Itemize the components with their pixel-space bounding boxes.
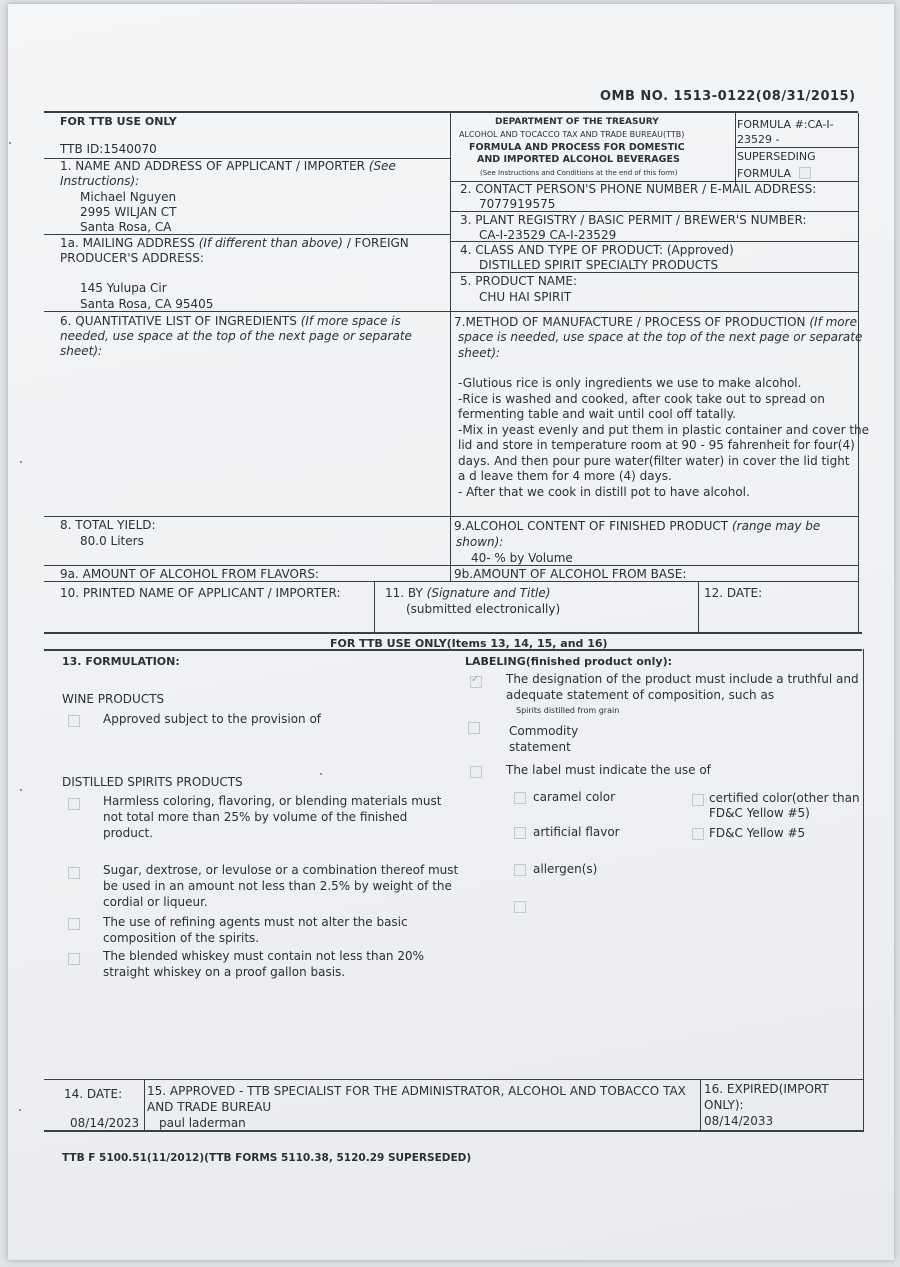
rule-f8-top bbox=[44, 516, 858, 517]
rule-formula-vertical bbox=[735, 113, 736, 185]
f6-label-line3: sheet): bbox=[60, 344, 103, 358]
certified-color-line1: certified color(other than bbox=[709, 791, 860, 805]
f16-label-line1: 16. EXPIRED(IMPORT bbox=[704, 1082, 829, 1096]
f3-label: 3. PLANT REGISTRY / BASIC PERMIT / BREWER'S NUMBER: bbox=[460, 213, 807, 227]
f4-label: 4. CLASS AND TYPE OF PRODUCT: (Approved) bbox=[460, 243, 734, 257]
must-indicate-text: The label must indicate the use of bbox=[506, 763, 711, 777]
formula-number-line1: FORMULA #:CA-I- bbox=[737, 118, 834, 131]
f6-label bbox=[60, 314, 401, 329]
allergen-checkbox[interactable] bbox=[514, 864, 526, 876]
ds-refining-line1: The use of refining agents must not alter the basic bbox=[103, 915, 408, 929]
product-name: CHU HAI SPIRIT bbox=[479, 290, 572, 304]
f7-label-line3: sheet): bbox=[458, 346, 501, 360]
form-title-line2: AND IMPORTED ALCOHOL BEVERAGES bbox=[477, 154, 680, 165]
method-line: - After that we cook in distill pot to have alcohol. bbox=[458, 484, 750, 499]
f16-label-line2: ONLY): bbox=[704, 1098, 744, 1112]
applicant-city: Santa Rosa, CA bbox=[80, 220, 172, 234]
f6-label-note: (If more space is bbox=[300, 314, 401, 328]
form-page bbox=[8, 4, 894, 1260]
f1a-label-producer: PRODUCER'S ADDRESS: bbox=[60, 251, 204, 265]
rule-formula-split bbox=[735, 147, 858, 148]
contact-phone: 7077919575 bbox=[479, 197, 556, 211]
f1-label-instructions: Instructions): bbox=[60, 174, 140, 188]
artificial-flavor-checkbox[interactable] bbox=[514, 827, 526, 839]
applicant-street: 2995 WILJAN CT bbox=[80, 205, 177, 219]
ttb-use-only-label: FOR TTB USE ONLY bbox=[60, 115, 177, 128]
speck bbox=[19, 1109, 21, 1111]
designation-checkbox[interactable] bbox=[470, 676, 482, 688]
speck bbox=[320, 773, 322, 775]
superseding-label: SUPERSEDING bbox=[737, 150, 816, 163]
method-line: lid and store in temperature room at 90 - 95 fahrenheit for four(4) bbox=[458, 438, 855, 452]
ds-sugar-line3: cordial or liqueur. bbox=[103, 895, 208, 909]
approver-name: paul laderman bbox=[159, 1116, 246, 1130]
method-line: -Glutious rice is only ingredients we use to make alcohol. bbox=[458, 376, 802, 390]
f7-label-line2: space is needed, use space at the top of the next page or separate bbox=[458, 330, 863, 344]
superseding-formula-label: FORMULA bbox=[737, 167, 792, 180]
f7-label-text: 7.METHOD OF MANUFACTURE / PROCESS OF PRODUCTION bbox=[454, 315, 806, 329]
ds-whiskey-checkbox[interactable] bbox=[68, 953, 80, 965]
ds-whiskey-line1: The blended whiskey must contain not less than 20% bbox=[103, 949, 425, 963]
ds-coloring-line1: Harmless coloring, flavoring, or blending materials must bbox=[103, 794, 442, 808]
f1-label bbox=[60, 159, 396, 174]
f1-label-see: (See bbox=[368, 159, 396, 173]
ttb-section-title: FOR TTB USE ONLY(Items 13, 14, 15, and 16) bbox=[330, 637, 608, 650]
ds-sugar-line2: be used in an amount not less than 2.5% by weight of the bbox=[103, 879, 452, 893]
designation-example: Spirits distilled from grain bbox=[516, 706, 620, 715]
designation-line1: The designation of the product must include a truthful and bbox=[506, 672, 859, 686]
plant-registry: CA-I-23529 CA-I-23529 bbox=[479, 228, 617, 242]
form-title-line1: FORMULA AND PROCESS FOR DOMESTIC bbox=[469, 142, 685, 153]
commodity-line1: Commodity bbox=[509, 724, 579, 738]
form-number: TTB F 5100.51(11/2012)(TTB FORMS 5110.38, 5120.29 SUPERSEDED) bbox=[62, 1152, 472, 1164]
f1a-label-foreign: / FOREIGN bbox=[346, 236, 409, 250]
yellow5-checkbox[interactable] bbox=[692, 828, 704, 840]
f6-label-text: 6. QUANTITATIVE LIST OF INGREDIENTS bbox=[60, 314, 297, 328]
method-line: -Mix in yeast evenly and put them in plastic container and cover the bbox=[458, 422, 870, 437]
rule-f11-vertical bbox=[698, 581, 699, 633]
yellow5-label: FD&C Yellow #5 bbox=[709, 826, 806, 840]
f11-label-text: 11. BY bbox=[385, 586, 423, 600]
applicant-name: Michael Nguyen bbox=[80, 190, 177, 204]
rule-f8-vertical bbox=[450, 534, 451, 582]
signature-submitted: (submitted electronically) bbox=[406, 602, 561, 616]
f1-label-text: 1. NAME AND ADDRESS OF APPLICANT / IMPORTER bbox=[60, 159, 366, 173]
speck bbox=[20, 789, 22, 791]
distilled-products-heading: DISTILLED SPIRITS PRODUCTS bbox=[62, 775, 243, 789]
f8-label: 8. TOTAL YIELD: bbox=[60, 518, 156, 532]
speck bbox=[20, 461, 22, 463]
method-line: -Rice is washed and cooked, after cook take out to spread on bbox=[458, 391, 825, 406]
omb-number: OMB NO. 1513-0122(08/31/2015) bbox=[600, 89, 856, 104]
rule-f9a-top bbox=[44, 565, 858, 566]
rule-f14-vertical bbox=[144, 1079, 145, 1131]
ds-whiskey-line2: straight whiskey on a proof gallon basis. bbox=[103, 965, 346, 979]
ds-coloring-line2: not total more than 25% by volume of the finished bbox=[103, 810, 408, 824]
rule-right bbox=[858, 113, 859, 633]
ds-refining-line2: composition of the spirits. bbox=[103, 931, 260, 945]
f15-label-line1: 15. APPROVED - TTB SPECIALIST FOR THE ADMINISTRATOR, ALCOHOL AND TOBACCO TAX bbox=[147, 1084, 686, 1098]
must-indicate-checkbox[interactable] bbox=[470, 766, 482, 778]
method-line: fermenting table and wait until cool off tatally. bbox=[458, 407, 736, 421]
f11-label bbox=[385, 586, 550, 601]
superseding-checkbox[interactable] bbox=[799, 167, 811, 179]
alcohol-content: 40- % by Volume bbox=[471, 551, 573, 565]
f15-label-line2: AND TRADE BUREAU bbox=[147, 1100, 272, 1114]
f9b-label: 9b.AMOUNT OF ALCOHOL FROM BASE: bbox=[454, 567, 687, 581]
f9-label bbox=[454, 519, 820, 534]
caramel-color-label: caramel color bbox=[533, 790, 616, 804]
wine-approved-text: Approved subject to the provision of bbox=[103, 712, 322, 726]
caramel-color-checkbox[interactable] bbox=[514, 792, 526, 804]
mailing-city: Santa Rosa, CA 95405 bbox=[80, 297, 214, 311]
f1a-label bbox=[60, 236, 409, 251]
expiration-date: 08/14/2033 bbox=[704, 1114, 774, 1128]
f7-label-note: (If more bbox=[809, 315, 857, 329]
approval-date: 08/14/2023 bbox=[70, 1116, 140, 1130]
f9a-label: 9a. AMOUNT OF ALCOHOL FROM FLAVORS: bbox=[60, 567, 319, 581]
commodity-checkbox[interactable] bbox=[468, 722, 480, 734]
ds-sugar-checkbox[interactable] bbox=[68, 867, 80, 879]
labeling-heading: LABELING(finished product only): bbox=[465, 655, 673, 668]
f9-label-text: 9.ALCOHOL CONTENT OF FINISHED PRODUCT bbox=[454, 519, 729, 533]
commodity-line2: statement bbox=[509, 740, 571, 754]
rule-f15-vertical bbox=[700, 1079, 701, 1131]
extra-checkbox[interactable] bbox=[514, 901, 526, 913]
rule-f10-vertical bbox=[374, 581, 375, 633]
f11-label-note: (Signature and Title) bbox=[426, 586, 551, 600]
product-class: DISTILLED SPIRIT SPECIALTY PRODUCTS bbox=[479, 258, 719, 272]
certified-color-checkbox[interactable] bbox=[692, 794, 704, 806]
ds-coloring-checkbox[interactable] bbox=[68, 798, 80, 810]
rule-section-top bbox=[44, 632, 862, 634]
f2-label: 2. CONTACT PERSON'S PHONE NUMBER / E-MAIL ADDRESS: bbox=[460, 182, 817, 196]
f14-label: 14. DATE: bbox=[64, 1087, 123, 1101]
f9-label-note: (range may be bbox=[731, 519, 821, 533]
f10-label: 10. PRINTED NAME OF APPLICANT / IMPORTER: bbox=[60, 586, 341, 600]
artificial-flavor-label: artificial flavor bbox=[533, 825, 620, 839]
wine-approved-checkbox[interactable] bbox=[68, 715, 80, 727]
dept-treasury: DEPARTMENT OF THE TREASURY bbox=[495, 117, 659, 127]
f1a-label-note: (If different than above) bbox=[198, 236, 343, 250]
formula-number-line2: 23529 - bbox=[737, 133, 780, 146]
method-line: days. And then pour pure water(filter water) in cover the lid tight bbox=[458, 453, 850, 468]
f13-label: 13. FORMULATION: bbox=[62, 655, 180, 668]
certified-color-line2: FD&C Yellow #5) bbox=[709, 806, 810, 820]
rule-footer-top bbox=[44, 1079, 864, 1080]
f5-label: 5. PRODUCT NAME: bbox=[460, 274, 577, 288]
form-instructions-note: (See Instructions and Conditions at the end of this form) bbox=[480, 169, 678, 177]
speck bbox=[9, 142, 11, 144]
f1a-label-text: 1a. MAILING ADDRESS bbox=[60, 236, 195, 250]
wine-products-heading: WINE PRODUCTS bbox=[62, 692, 165, 706]
designation-line2: adequate statement of composition, such as bbox=[506, 688, 775, 702]
f12-label: 12. DATE: bbox=[704, 586, 763, 600]
ds-sugar-line1: Sugar, dextrose, or levulose or a combination thereof must bbox=[103, 863, 459, 877]
f9-label-shown: shown): bbox=[456, 535, 504, 549]
total-yield: 80.0 Liters bbox=[80, 534, 144, 548]
ttb-id: TTB ID:1540070 bbox=[60, 142, 157, 156]
bureau-name: ALCOHOL AND TOCACCO TAX AND TRADE BUREAU(TTB) bbox=[459, 130, 685, 139]
mailing-street: 145 Yulupa Cir bbox=[80, 281, 167, 295]
f6-label-line2: needed, use space at the top of the next page or separate bbox=[60, 329, 412, 343]
rule-mid-vertical bbox=[450, 113, 451, 534]
f7-label bbox=[454, 315, 857, 330]
method-line: a d leave them for 4 more (4) days. bbox=[458, 469, 672, 483]
ds-refining-checkbox[interactable] bbox=[68, 918, 80, 930]
ds-coloring-line3: product. bbox=[103, 826, 153, 840]
allergen-label: allergen(s) bbox=[533, 862, 598, 876]
rule-section-right bbox=[863, 649, 864, 1131]
